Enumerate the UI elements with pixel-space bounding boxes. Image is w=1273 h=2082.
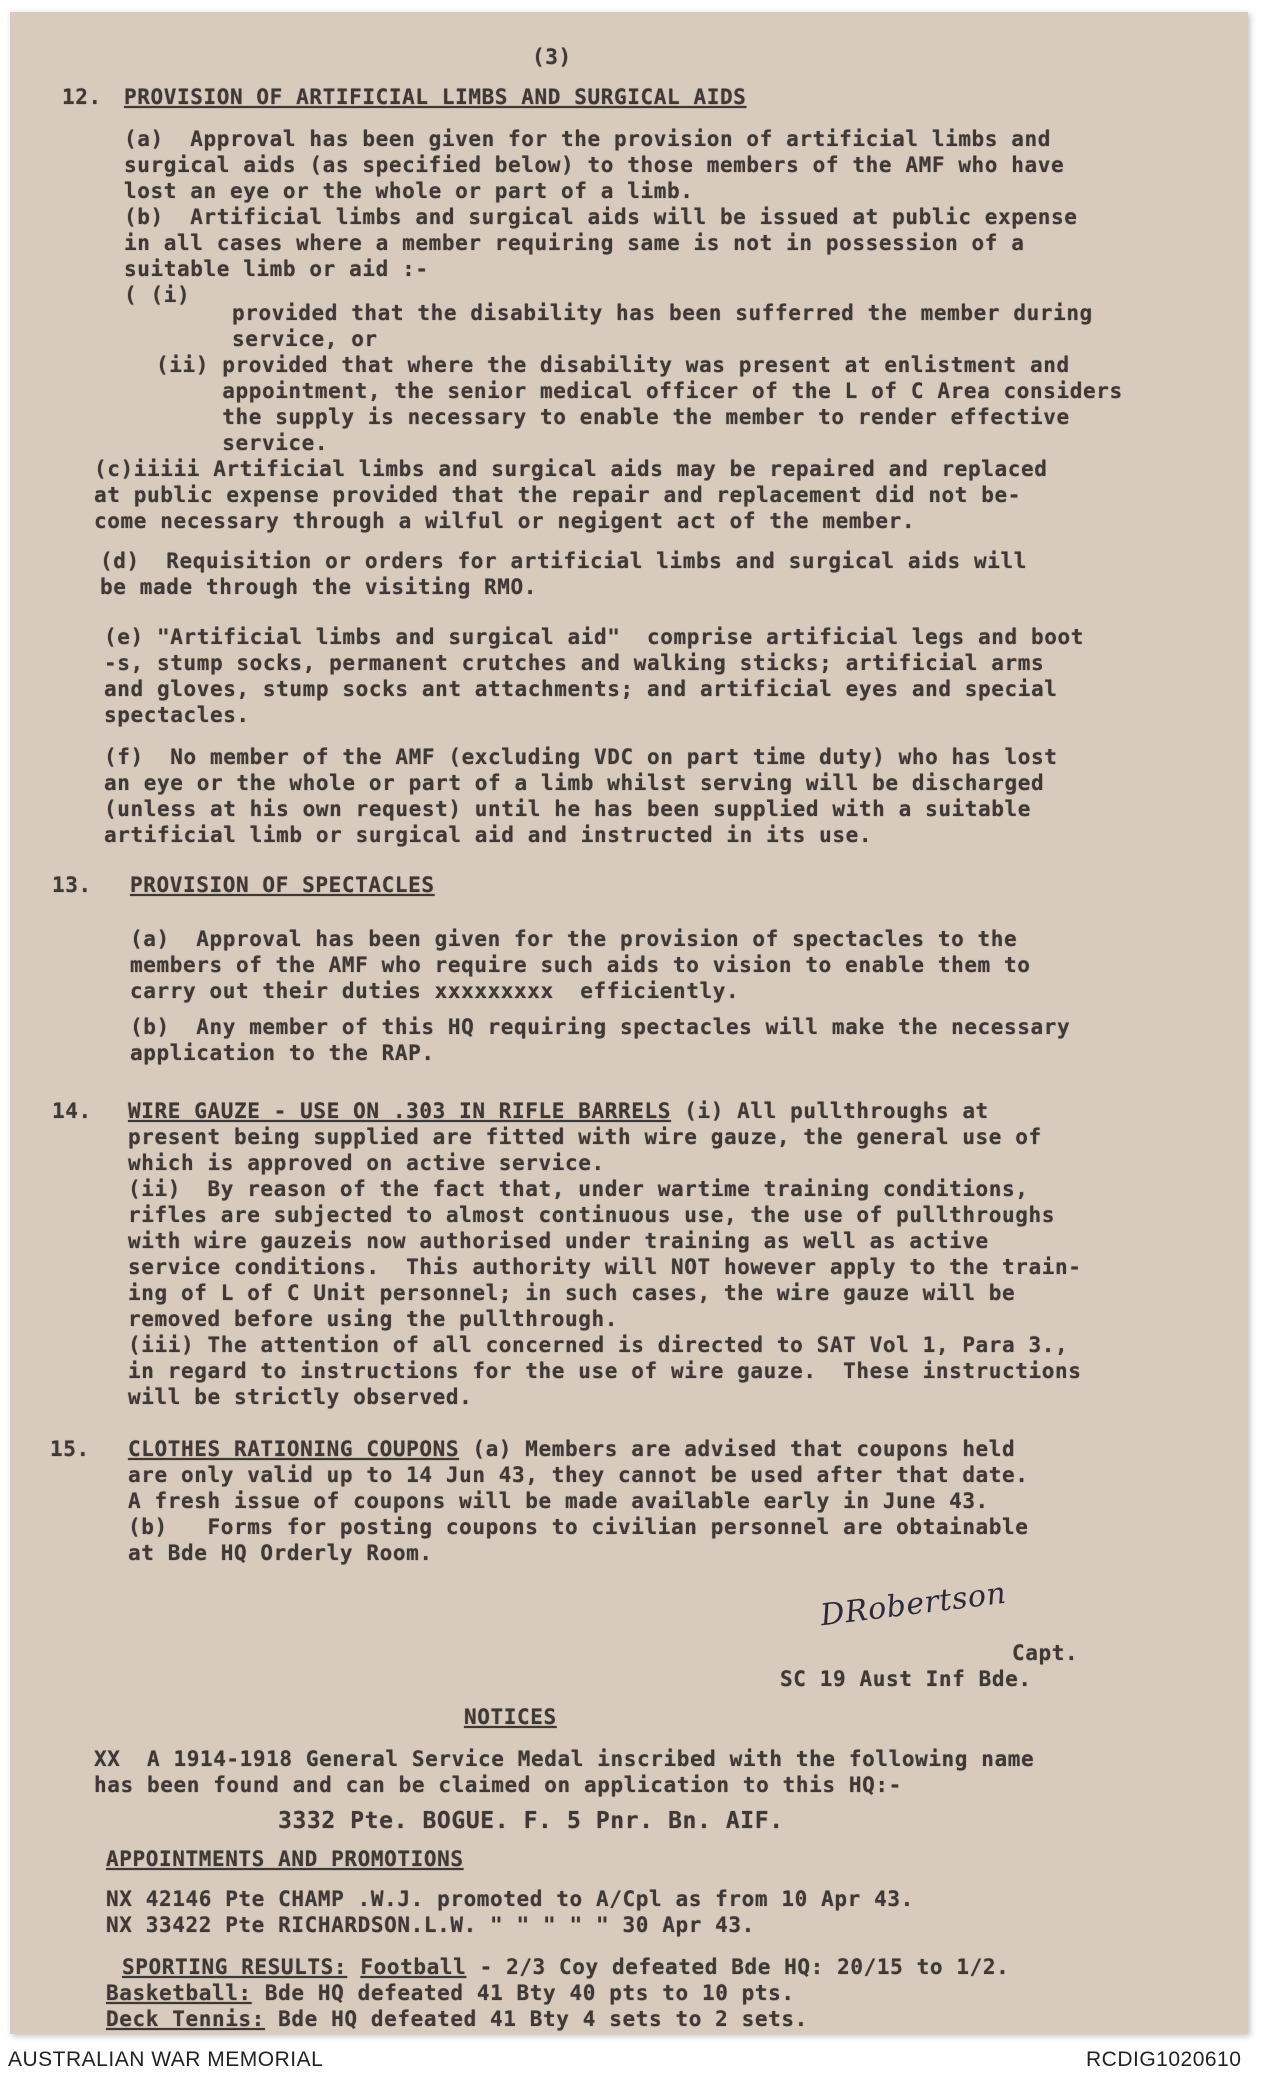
section-14-number: 14. — [52, 1099, 92, 1123]
sporting-basketball-line — [106, 1980, 795, 2006]
section-14-lead: (i) All pullthroughs at — [670, 1099, 989, 1123]
section-15-number: 15. — [50, 1437, 90, 1461]
section-12-item-i-mark: ( (i) — [124, 283, 191, 307]
notices-text: XX A 1914-1918 General Service Medal inscribed with the following name has been found and can be claimed on application to this HQ:- — [94, 1747, 1035, 1797]
section-12-para-c: (c)iiiii Artificial limbs and surgical aids may be repaired and replaced at public expense provided that the repair and replacement did not be- come necessary through a wilful or negigent act of the member. — [94, 457, 1048, 533]
section-14-header-line — [128, 1098, 989, 1124]
section-12-item-ii: (ii) provided that where the disability was present at enlistment and appointment, the senior medical officer of the L of C Area considers the supply is necessary to enable the member to render effective service. — [156, 353, 1123, 455]
football-label: Football — [360, 1955, 467, 1979]
football-result: - 2/3 Coy defeated Bde HQ: 20/15 to 1/2. — [466, 1955, 1010, 1979]
decktennis-label: Deck Tennis: — [106, 2007, 265, 2031]
section-13-para-b: (b) Any member of this HQ requiring spectacles will make the necessary application to the RAP. — [130, 1015, 1071, 1065]
sporting-decktennis-line — [106, 2006, 808, 2032]
page-number: (3) — [532, 45, 572, 69]
handwritten-signature: DRobertson — [818, 1575, 1009, 1634]
section-12-para-e: (e) "Artificial limbs and surgical aid" comprise artificial legs and boot -s, stump socks, permanent crutches and walking sticks; artificial arms and gloves, stump socks ant attachments; and artificial eyes and special spectacles. — [104, 625, 1084, 727]
decktennis-result: Bde HQ defeated 41 Bty 4 sets to 2 sets. — [264, 2007, 808, 2031]
sporting-football-line — [122, 1954, 1009, 1980]
section-12-title: PROVISION OF ARTIFICIAL LIMBS AND SURGICAL AIDS — [124, 85, 747, 109]
section-12-number: 12. — [62, 85, 102, 109]
section-12-para-a-b: (a) Approval has been given for the provision of artificial limbs and surgical aids (as specified below) to those members of the AMF who have lost an eye or the whole or part of a limb. (b) Artificial limbs and surgical aids will be issued at public expense in all cases where a member requiring same is not in possession of a suitable limb or aid :- — [124, 127, 1078, 281]
section-12-item-i: provided that the disability has been sufferred the member during service, or — [232, 301, 1093, 351]
section-14-title: WIRE GAUZE - USE ON .303 IN RIFLE BARRELS — [128, 1099, 671, 1123]
section-13-title: PROVISION OF SPECTACLES — [130, 873, 435, 897]
section-13-para-a: (a) Approval has been given for the provision of spectacles to the members of the AMF who require such aids to vision to enable them to carry out their duties xxxxxxxxx efficiently. — [130, 927, 1031, 1003]
footer-record-id: RCDIG1020610 — [1086, 2048, 1242, 2071]
notices-medal-line: 3332 Pte. BOGUE. F. 5 Pnr. Bn. AIF. — [278, 1808, 784, 1834]
notices-heading: NOTICES — [464, 1705, 557, 1729]
basketball-label: Basketball: — [106, 1981, 252, 2005]
signature-rank: Capt. — [1012, 1641, 1079, 1665]
section-15-body: are only valid up to 14 Jun 43, they cannot be used after that date. A fresh issue of coupons will be made available early in June 43. (b) Forms for posting coupons to civilian personnel are obtainable at Bde HQ Orderly Room. — [128, 1463, 1029, 1565]
basketball-result: Bde HQ defeated 41 Bty 40 pts to 10 pts. — [251, 1981, 795, 2005]
section-12-para-d: (d) Requisition or orders for artificial limbs and surgical aids will be made through the visiting RMO. — [100, 549, 1028, 599]
section-15-lead: (a) Members are advised that coupons held — [459, 1437, 1016, 1461]
section-15-header-line — [128, 1436, 1015, 1462]
appointments-heading: APPOINTMENTS AND PROMOTIONS — [106, 1847, 464, 1871]
section-12-para-f: (f) No member of the AMF (excluding VDC on part time duty) who has lost an eye or the whole or part of a limb whilst serving will be discharged (unless at his own request) until he has been supplied with a suitable artificial limb or surgical aid and instructed in its use. — [104, 745, 1058, 847]
section-14-body: present being supplied are fitted with wire gauze, the general use of which is approved on active service. (ii) By reason of the fact that, under wartime training conditions, rifles are subjected to almost continuous use, the use of pullthroughs with wire gauzeis now authorised under training as well as active service conditions. This authority will NOT however apply to the train- ing of L of C Unit personnel; in such cases, the wire gauze will be removed before using the pullthrough. (iii) The attention of all concerned is directed to SAT Vol 1, Para 3., in regard to instructions for the use of wire gauze. These instructions will be strictly observed. — [128, 1125, 1082, 1409]
appointment-line-2: NX 33422 Pte RICHARDSON.L.W. " " " " " 30 Apr 43. — [106, 1913, 755, 1937]
sporting-heading: SPORTING RESULTS: — [122, 1955, 348, 1979]
appointment-line-1: NX 42146 Pte CHAMP .W.J. promoted to A/Cpl as from 10 Apr 43. — [106, 1887, 914, 1911]
signature-appointment: SC 19 Aust Inf Bde. — [780, 1667, 1032, 1691]
section-13-number: 13. — [52, 873, 92, 897]
footer-archive-name: AUSTRALIAN WAR MEMORIAL — [8, 2048, 324, 2071]
section-15-title: CLOTHES RATIONING COUPONS — [128, 1437, 460, 1461]
